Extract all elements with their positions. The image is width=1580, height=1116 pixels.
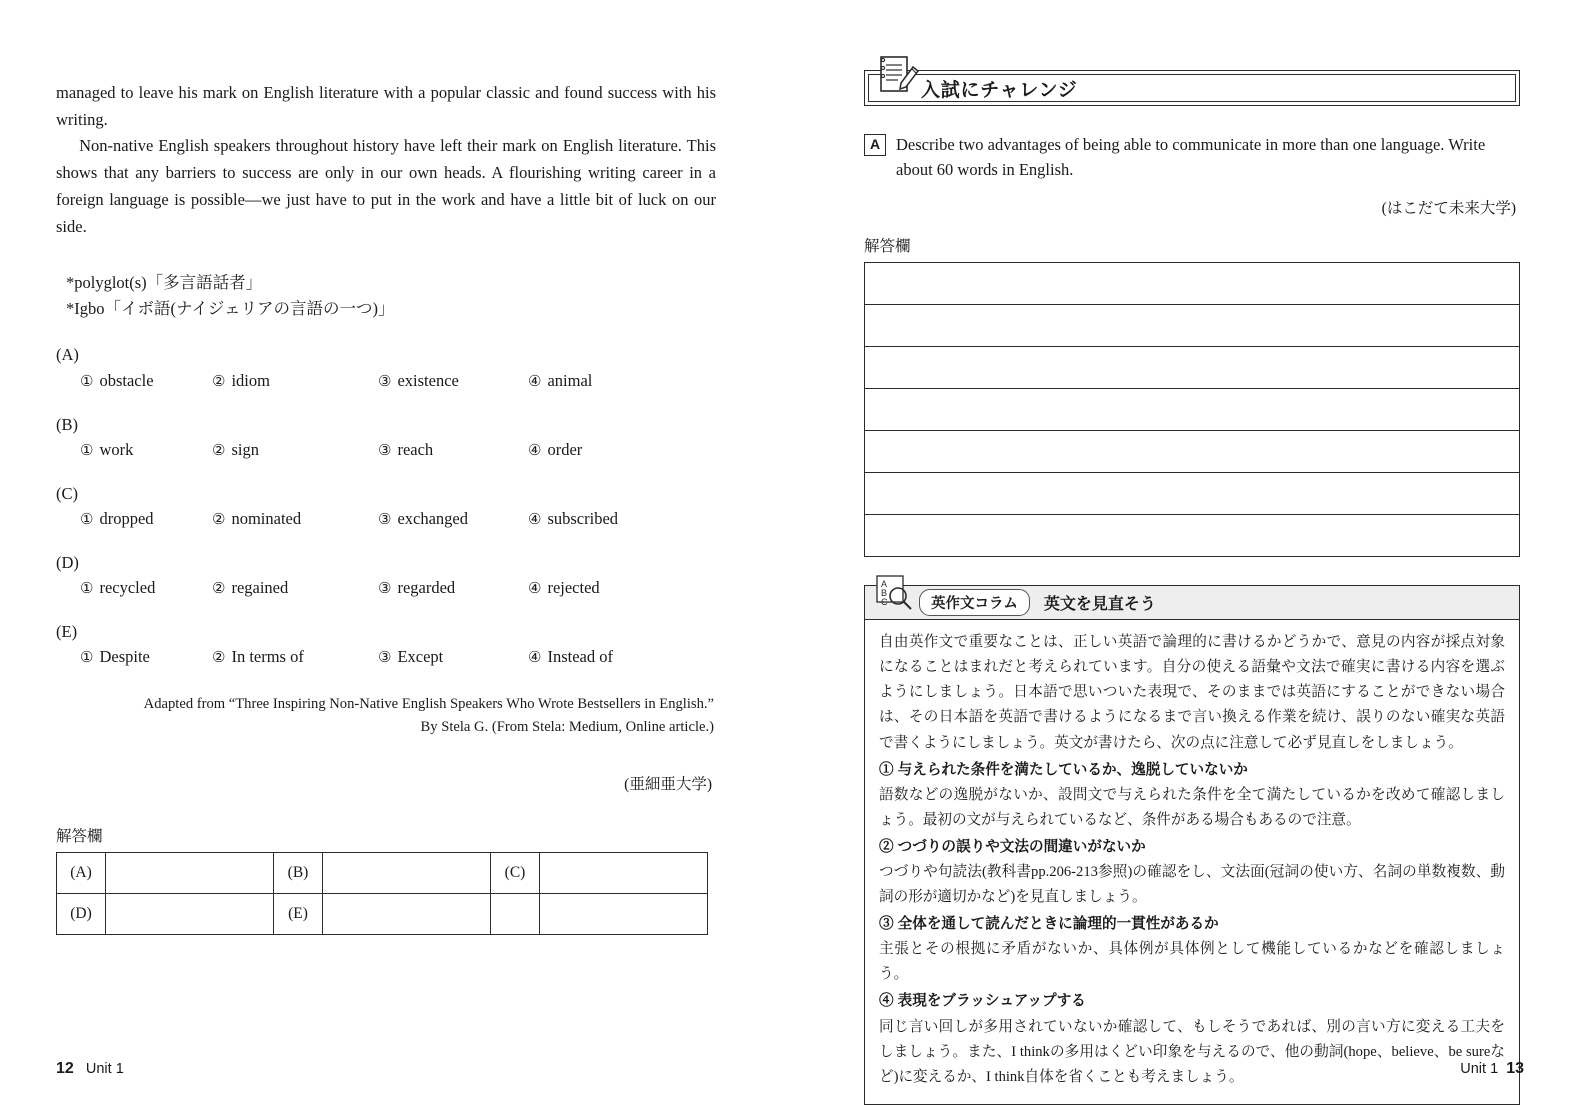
answer-cell-input-c[interactable]: [540, 853, 708, 894]
right-page: [864, 70, 1520, 1105]
choice-number-icon: ①: [80, 373, 94, 390]
question-d-label: (D): [56, 552, 79, 572]
choice-number-icon: ④: [528, 649, 542, 666]
choice-number-icon: ②: [212, 649, 226, 666]
choice-a-3-text: existence: [397, 370, 459, 390]
question-b: [56, 413, 716, 460]
choice-d-2-text: regained: [231, 577, 289, 597]
folio-right-number: 13: [1506, 1060, 1524, 1077]
writing-line[interactable]: [865, 515, 1519, 556]
question-tag-a: A: [864, 134, 886, 156]
notebook-pencil-icon: [871, 49, 923, 101]
question-e-label: (E): [56, 621, 78, 641]
source-line-1: Adapted from “Three Inspiring Non-Native English Speakers Who Wrote Bestsellers in English.”: [143, 695, 714, 712]
glossary-item-1: *polyglot(s)「多言語話者」: [66, 273, 263, 293]
answer-cell-label-e: (E): [274, 894, 323, 935]
choice-number-icon: ④: [528, 442, 542, 459]
folio-left: [56, 1060, 124, 1078]
challenge-banner: [864, 70, 1520, 106]
answer-cell-label-c: (C): [491, 853, 540, 894]
answer-cell-label-b: (B): [274, 853, 323, 894]
choice-number-icon: ②: [212, 373, 226, 390]
question-c-choices: [56, 509, 716, 529]
question-a: [56, 343, 716, 390]
source-line-2: By Stela G. (From Stela: Medium, Online article.): [420, 718, 714, 735]
choice-number-icon: ②: [212, 580, 226, 597]
question-d: [56, 551, 716, 598]
passage-paragraph-1: managed to leave his mark on English literature with a popular classic and found success with his writing.: [56, 83, 716, 129]
question-a-choices: [56, 371, 716, 391]
question-b-choices: [56, 440, 716, 460]
svg-text:C: C: [881, 597, 888, 608]
writing-line[interactable]: [865, 473, 1519, 515]
choice-c-1[interactable]: [80, 509, 212, 529]
choice-number-icon: ③: [378, 649, 392, 666]
writing-line[interactable]: [865, 263, 1519, 305]
choice-a-4[interactable]: [528, 371, 678, 391]
choice-d-4-text: rejected: [547, 577, 600, 597]
choice-e-3-text: Except: [397, 646, 444, 666]
choice-b-1-text: work: [99, 439, 134, 459]
folio-left-number: 12: [56, 1060, 74, 1077]
answer-cell-input-a[interactable]: [106, 853, 274, 894]
banner-title: 入試にチャレンジ: [921, 79, 1078, 101]
choice-d-2[interactable]: [212, 578, 378, 598]
choice-d-1[interactable]: [80, 578, 212, 598]
column-subheading-2: ② つづりの誤りや文法の間違いがないか: [879, 838, 1146, 855]
answer-label-left: 解答欄: [56, 828, 103, 846]
left-page: [56, 80, 716, 935]
choice-a-4-text: animal: [547, 370, 593, 390]
choice-e-2[interactable]: [212, 647, 378, 667]
writing-prompt: [864, 132, 1520, 182]
choice-number-icon: ①: [80, 580, 94, 597]
choice-c-4-text: subscribed: [547, 508, 619, 528]
choice-b-3-text: reach: [397, 439, 434, 459]
choice-d-4[interactable]: [528, 578, 678, 598]
folio-right: [1460, 1060, 1524, 1078]
answer-cell-input-d[interactable]: [106, 894, 274, 935]
choice-d-1-text: recycled: [99, 577, 156, 597]
choice-b-4[interactable]: [528, 440, 678, 460]
choice-number-icon: ③: [378, 373, 392, 390]
question-e-choices: [56, 647, 716, 667]
table-row: [57, 894, 708, 935]
column-subheading-4: ④ 表現をブラッシュアップする: [879, 993, 1086, 1010]
choice-number-icon: ③: [378, 580, 392, 597]
university-credit-left: (亜細亜大学): [624, 776, 712, 794]
choice-e-2-text: In terms of: [231, 646, 304, 666]
choice-number-icon: ②: [212, 511, 226, 528]
choice-number-icon: ③: [378, 511, 392, 528]
column-paragraph-2: つづりや句読法(教科書pp.206-213参照)の確認をし、文法面(冠詞の使い方、名詞の単数複数、動詞の形が適切かなど)を見直しましょう。: [879, 864, 1505, 906]
answer-label-right: 解答欄: [864, 238, 911, 256]
column-header: [865, 579, 1519, 620]
choice-number-icon: ④: [528, 580, 542, 597]
answer-cell-input-e[interactable]: [323, 894, 491, 935]
column-title: 英文を見直そう: [1043, 596, 1156, 614]
choice-c-3-text: exchanged: [397, 508, 468, 528]
glossary: [56, 270, 716, 321]
folio-left-unit: Unit 1: [85, 1061, 124, 1077]
answer-table: [56, 852, 708, 935]
writing-answer-box[interactable]: [864, 262, 1520, 557]
abc-magnifier-icon: [871, 570, 917, 616]
column-body: [865, 620, 1519, 1104]
choice-number-icon: ④: [528, 373, 542, 390]
choice-number-icon: ②: [212, 442, 226, 459]
choice-number-icon: ①: [80, 649, 94, 666]
question-c: [56, 482, 716, 529]
choice-number-icon: ①: [80, 511, 94, 528]
question-b-label: (B): [56, 414, 78, 434]
choice-a-1-text: obstacle: [99, 370, 154, 390]
folio-right-unit: Unit 1: [1460, 1061, 1499, 1077]
column-subheading-3: ③ 全体を通して読んだときに論理的一貫性があるか: [879, 916, 1219, 933]
glossary-item-2: *Igbo「イボ語(ナイジェリアの言語の一つ)」: [66, 298, 395, 318]
choice-b-4-text: order: [547, 439, 583, 459]
choice-b-3[interactable]: [378, 440, 528, 460]
choice-d-3-text: regarded: [397, 577, 456, 597]
choice-a-3[interactable]: [378, 371, 528, 391]
choice-d-3[interactable]: [378, 578, 528, 598]
question-e: [56, 620, 716, 667]
column-paragraph-3: 主張とその根拠に矛盾がないか、具体例が具体例として機能しているかなどを確認しましょう。: [879, 941, 1505, 983]
svg-text:A: A: [881, 579, 888, 590]
column-paragraph-4: 同じ言い回しが多用されていないか確認して、もしそうであれば、別の言い方に変える工夫をしましょう。また、I thinkの多用はくどい印象を与えるので、他の動詞(hope、believe、be sureなど)に変えるか、I think自体を省くことも考えましょう。: [879, 1018, 1505, 1085]
column-paragraph-intro: 自由英作文で重要なことは、正しい英語で論理的に書けるかどうかで、意見の内容が採点対象になることはまれだと考えられています。自分の使える語彙や文法で確実に書ける内容を選ぶようにしましょう。日本語で思いついた表現で、そのままでは英語にすることができない場合は、その日本語を英語で書けるようになるまで言い換える作業を続け、誤りのない確実な英語で書くようにしましょう。英文が書けたら、次の点に注意して必ず見直しをしましょう。: [879, 634, 1505, 751]
answer-cell-label-d: (D): [57, 894, 106, 935]
svg-text:B: B: [881, 588, 888, 599]
column-paragraph-1: 語数などの逸脱がないか、設問文で与えられた条件を全て満たしているかを改めて確認しましょう。最初の文が与えられているなど、条件がある場合もあるので注意。: [879, 786, 1505, 828]
answer-cell-empty: [491, 894, 540, 935]
table-row: [57, 853, 708, 894]
choice-c-2-text: nominated: [231, 508, 302, 528]
university-credit-right: (はこだて未来大学): [1381, 200, 1516, 218]
writing-line[interactable]: [865, 431, 1519, 473]
choice-c-4[interactable]: [528, 509, 678, 529]
choice-c-3[interactable]: [378, 509, 528, 529]
answer-cell-input-b[interactable]: [323, 853, 491, 894]
writing-line[interactable]: [865, 305, 1519, 347]
reading-passage: [56, 80, 716, 240]
choice-a-2-text: idiom: [231, 370, 270, 390]
writing-line[interactable]: [865, 347, 1519, 389]
choice-number-icon: ①: [80, 442, 94, 459]
choice-c-2[interactable]: [212, 509, 378, 529]
choice-number-icon: ③: [378, 442, 392, 459]
choice-e-4-text: Instead of: [547, 646, 613, 666]
choice-e-1-text: Despite: [99, 646, 150, 666]
passage-paragraph-2: Non-native English speakers throughout history have left their mark on English literature. This shows that any barriers to success are only in our own heads. A flourishing writing career in a foreign language is possible—we just have to put in the work and have a little bit of luck on our side.: [56, 136, 716, 236]
answer-cell-empty: [540, 894, 708, 935]
choice-b-1[interactable]: [80, 440, 212, 460]
choice-b-2[interactable]: [212, 440, 378, 460]
column-pill-label: 英作文コラム: [919, 589, 1030, 616]
question-a-label: (A): [56, 345, 79, 365]
writing-column-box: [864, 579, 1520, 1105]
choice-a-2[interactable]: [212, 371, 378, 391]
choice-e-4[interactable]: [528, 647, 678, 667]
question-c-label: (C): [56, 483, 78, 503]
writing-line[interactable]: [865, 389, 1519, 431]
choice-b-2-text: sign: [231, 439, 259, 459]
prompt-text: Describe two advantages of being able to communicate in more than one language. Write about 60 words in English.: [896, 135, 1486, 180]
source-credit: [56, 693, 716, 738]
choice-number-icon: ④: [528, 511, 542, 528]
choice-e-1[interactable]: [80, 647, 212, 667]
question-d-choices: [56, 578, 716, 598]
choice-c-1-text: dropped: [99, 508, 154, 528]
answer-cell-label-a: (A): [57, 853, 106, 894]
choice-e-3[interactable]: [378, 647, 528, 667]
column-subheading-1: ① 与えられた条件を満たしているか、逸脱していないか: [879, 761, 1248, 778]
choice-a-1[interactable]: [80, 371, 212, 391]
